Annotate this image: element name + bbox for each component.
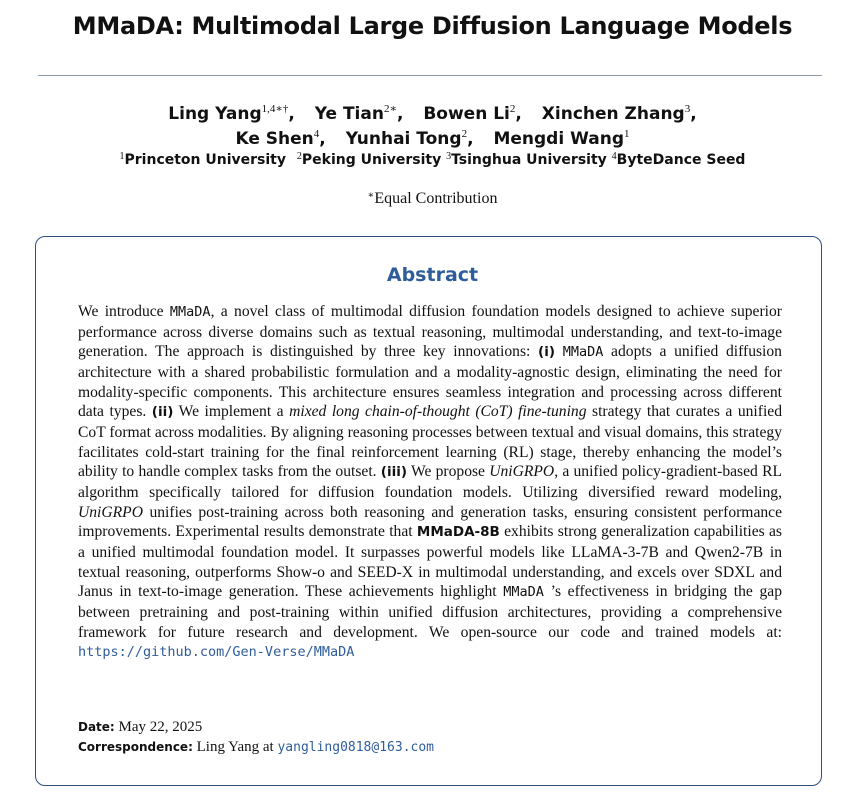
affiliation-mark: 3 [446, 151, 452, 162]
abstract-text: , a unified policy-gradient-based RL algorithm specifically tailored for diffusion foundation models. Utilizing diversified reward modeling, [78, 463, 782, 501]
affiliation-name: Princeton University [124, 152, 287, 168]
author-separator: , [396, 104, 404, 124]
author-name: Bowen Li [423, 104, 510, 124]
innovation-marker: (iii) [380, 464, 408, 481]
emphasis-text: mixed long chain-of-thought (CoT) fine-tuning [289, 403, 587, 421]
correspondence-label: Correspondence: [78, 740, 193, 754]
affiliation-mark: 1 [119, 151, 125, 162]
author-marks: 1 [624, 128, 630, 140]
model-name: MMaDA [169, 304, 211, 320]
abstract-text: We propose [407, 463, 490, 481]
correspondence-row [78, 737, 782, 758]
author-name: Xinchen Zhang [541, 104, 685, 124]
date-value: May 22, 2025 [118, 719, 203, 735]
author-name: Ye Tian [314, 104, 384, 124]
abstract-text: We introduce [78, 303, 170, 320]
author-list [0, 102, 865, 152]
author-separator: , [515, 104, 522, 124]
abstract-text: ’s effectiveness in bridging the gap between pretraining and post-training within unified diffusion architectures, providing a comprehensive framework for future research and development. We open-source our code and trained models at: [78, 583, 782, 641]
author-marks: 1,4∗† [261, 103, 289, 115]
title-divider [38, 75, 822, 76]
equal-contribution-mark: ∗ [367, 190, 375, 201]
paper-title: MMaDA: Multimodal Large Diffusion Language Models [72, 12, 793, 40]
author-separator: , [467, 129, 474, 149]
date-row [78, 717, 782, 737]
author-name: Mengdi Wang [493, 129, 624, 149]
author-name: Ling Yang [168, 104, 262, 124]
equal-contribution-text: Equal Contribution [374, 190, 498, 207]
author-separator: , [690, 104, 697, 124]
author-marks: 2∗ [383, 103, 397, 115]
abstract-text: We implement a [173, 403, 290, 421]
author-marks: 4 [313, 128, 320, 140]
abstract-text [555, 343, 563, 360]
model-name: MMaDA [503, 584, 544, 601]
emphasis-text: UniGRPO [78, 503, 143, 521]
abstract-body [78, 302, 782, 663]
innovation-marker: (i) [538, 344, 556, 361]
model-name: MMaDA [562, 344, 604, 361]
correspondence-name: Ling Yang at [196, 739, 278, 755]
affiliation-name: ByteDance Seed [616, 152, 746, 168]
affiliation-name: Tsinghua University [451, 152, 607, 168]
author-marks: 2 [461, 128, 468, 140]
equal-contribution-note [0, 190, 865, 208]
abstract-text: , a novel class of multimodal diffusion foundation models designed to achieve superior performance across diverse domains such as textual reasoning, multimodal understanding, and text-to-image generation. The approach is distinguished by three key innovations: [78, 303, 782, 361]
correspondence-email-link[interactable]: yangling0818@163.com [277, 740, 435, 755]
affiliation-name: Peking University [301, 152, 442, 168]
author-separator: , [319, 129, 326, 149]
author-separator: , [288, 104, 295, 124]
model-name-bold: MMaDA-8B [416, 524, 500, 541]
abstract-text: strategy that curates a unified CoT format across modalities. By aligning reasoning processes between textual and visual domains, this strategy facilitates cold-start training for the final reinforcement learning (RL) stage, thereby enhancing the model’s ability to handle complex tasks from the outset. [78, 403, 782, 481]
affiliation-mark: 4 [611, 151, 617, 162]
author-marks: 2 [509, 103, 516, 115]
abstract-text: adopts a unified diffusion architecture with a shared probabilistic formulation and a modality-agnostic design, eliminating the need for modality-specific components. This architecture ensures seamless integration and processing across different data types. [78, 343, 782, 421]
paper-meta [78, 717, 782, 758]
abstract-text: exhibits strong generalization capabilities as a unified multimodal foundation model. It surpasses powerful models like LLaMA-3-7B and Qwen2-7B in textual reasoning, outperforms Show-o and SEED-X in multimodal understanding, and excels over SDXL and Janus in text-to-image generation. These achievements highlight [78, 523, 782, 601]
affiliation-list [0, 152, 865, 168]
author-marks: 3 [684, 103, 691, 115]
author-name: Ke Shen [235, 129, 314, 149]
abstract-heading: Abstract [386, 264, 479, 286]
github-link[interactable]: https://github.com/Gen-Verse/MMaDA [78, 644, 355, 661]
affiliation-mark: 2 [296, 151, 302, 162]
date-label: Date: [78, 720, 115, 734]
innovation-marker: (ii) [151, 404, 174, 421]
emphasis-text: UniGRPO [489, 463, 555, 481]
abstract-text: unifies post-training across both reasoning and generation tasks, ensuring consistent performance improvements. Experimental results demonstrate that [78, 503, 782, 541]
author-name: Yunhai Tong [345, 129, 462, 149]
author-line-1 [0, 102, 865, 127]
author-line-2 [0, 127, 865, 152]
